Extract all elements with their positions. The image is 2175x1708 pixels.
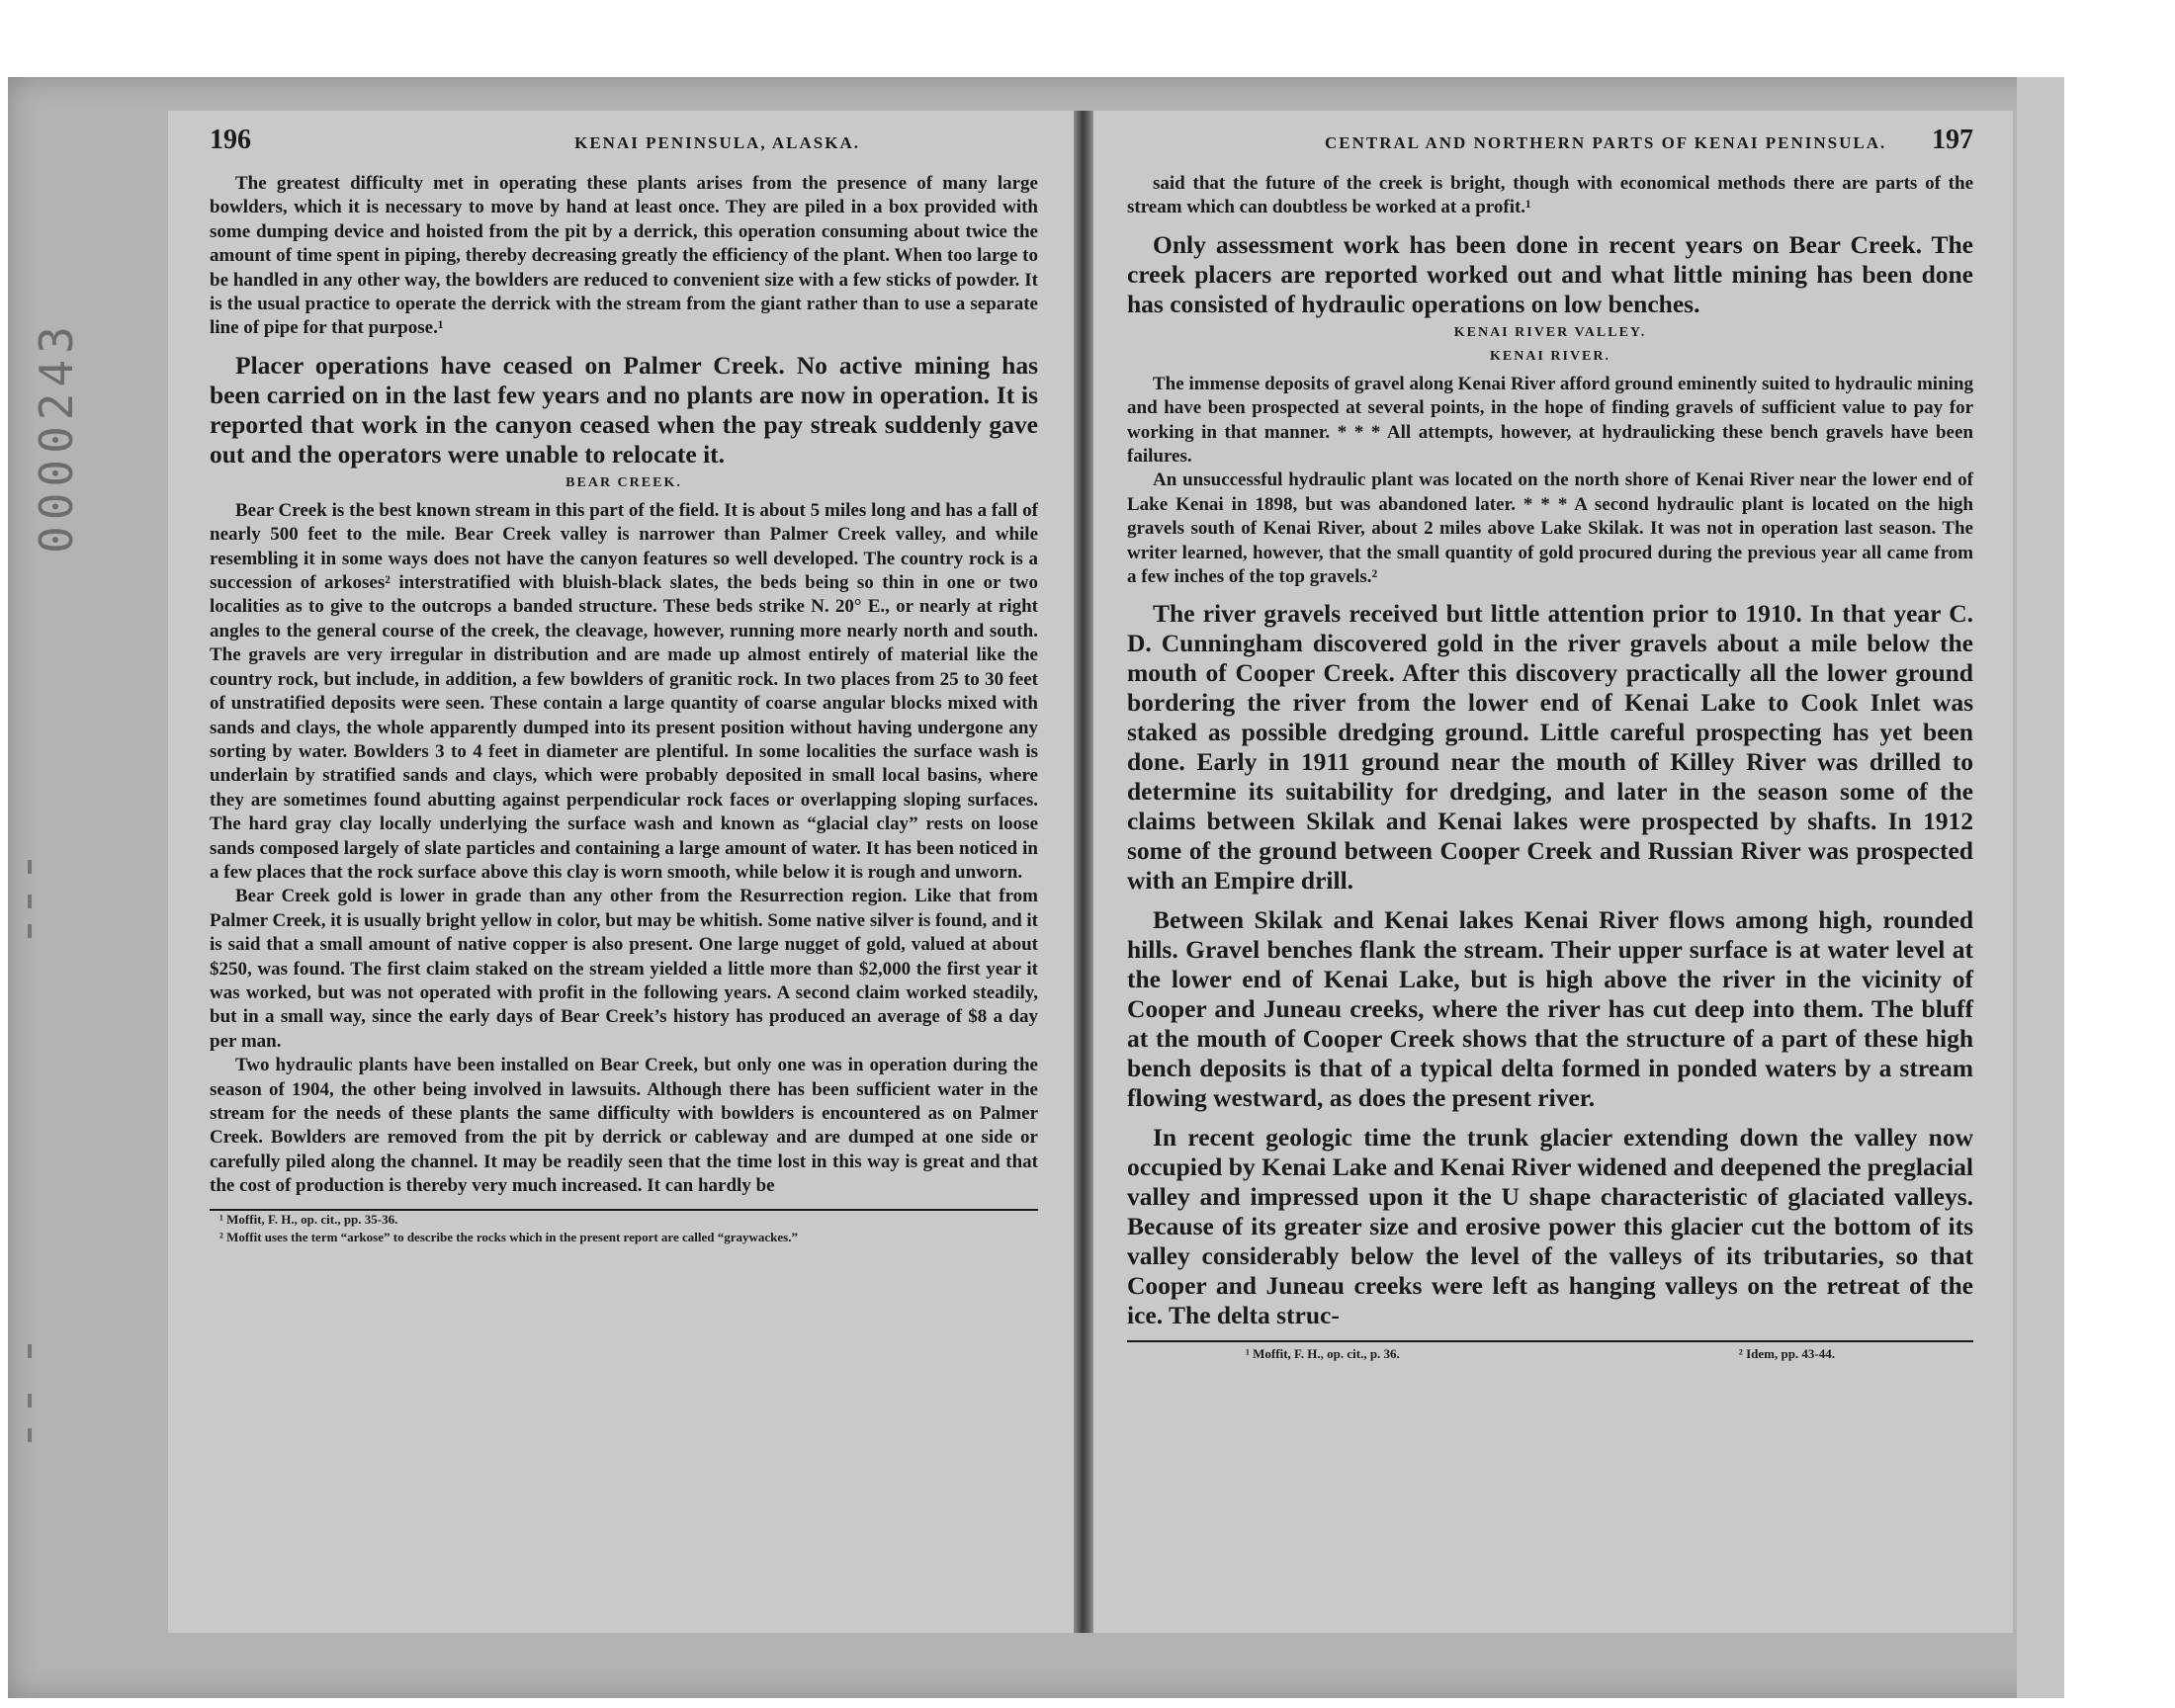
running-header bbox=[1127, 125, 1973, 156]
paragraph: The river gravels received but little attention prior to 1910. In that year C. D. Cunningham discovered gold in the river gravels about a mile below the mouth of Cooper Creek. After this discovery practically all the lower ground bordering the river from the lower end of Kenai Lake to Cook Inlet was staked as possible dredging ground. Little careful prospecting has yet been done. Early in 1911 ground near the mouth of Killey River was drilled to determine its suitability for dredging, and later in the season some of the claims between Skilak and Kenai lakes were prospected by shafts. In 1912 some of the ground between Cooper Creek and Russian River was prospected with an Empire drill. bbox=[1127, 599, 1973, 896]
section-subheading: KENAI RIVER. bbox=[1489, 348, 1610, 364]
running-header bbox=[210, 125, 1038, 156]
paragraph: said that the future of the creek is bright, though with economical methods there are parts of the stream which can doubtless be worked at a profit.¹ bbox=[1127, 173, 1973, 218]
margin-mark bbox=[28, 1428, 32, 1442]
paragraph: Between Skilak and Kenai lakes Kenai River flows among high, rounded hills. Gravel benches flank the stream. Their upper surface is at water level at the lower end of Kenai Lake, but is high above the river in the vicinity of Cooper and Juneau creeks, where the river has cut deep into them. The bluff at the mouth of Cooper Creek shows that the structure of a part of these high bench deposits is that of a typical delta formed in ponded waters by a stream flowing westward, as does the present river. bbox=[1127, 905, 1973, 1113]
quoted-paragraph: The immense deposits of gravel along Kenai River afford ground eminently suited to hydraulic mining and have been prospected at several points, in the hope of finding gravels of sufficient value to pay for working in that manner. * * * All attempts, however, at hydraulicking these bench gravels have been failures. bbox=[1127, 373, 1973, 468]
margin-mark bbox=[28, 860, 32, 874]
scan-edge bbox=[2017, 77, 2064, 1698]
archive-stamp: 0000243 bbox=[30, 320, 83, 554]
right-page bbox=[1093, 111, 2013, 1633]
footnote-row bbox=[1246, 1346, 1835, 1362]
book-gutter bbox=[1074, 111, 1095, 1633]
paragraph: Two hydraulic plants have been installed on Bear Creek, but only one was in operation during the season of 1904, the other being involved in lawsuits. Although there has been sufficient water in the stream for the needs of these plants the same difficulty with bowlders is encountered as on Palmer Creek. Bowlders are removed from the pit by derrick or cableway and are dumped at one side or carefully piled along the channel. It may be readily seen that the time lost in this way is great and that the cost of production is thereby very much increased. It can hardly be bbox=[210, 1055, 1038, 1197]
margin-mark bbox=[28, 924, 32, 938]
running-title: CENTRAL AND NORTHERN PARTS OF KENAI PENINSULA. bbox=[1325, 133, 1887, 152]
page-number: 197 bbox=[1932, 125, 1973, 155]
running-title: KENAI PENINSULA, ALASKA. bbox=[574, 133, 860, 152]
footnote-rule bbox=[1127, 1340, 1973, 1342]
margin-mark bbox=[28, 895, 32, 908]
left-page bbox=[168, 111, 1078, 1633]
footnote: ¹ Moffit, F. H., op. cit., pp. 35-36. bbox=[219, 1211, 398, 1227]
paragraph: In recent geologic time the trunk glacier extending down the valley now occupied by Kenai Lake and Kenai River widened and deepened the preglacial valley and impressed upon it the U shape characteristic of glaciated valleys. Because of its greater size and erosive power this glacier cut the bottom of its valley considerably below the level of the valleys of its tributaries, so that Cooper and Juneau creeks were left as hanging valleys on the retreat of the ice. The delta struc- bbox=[1127, 1123, 1973, 1330]
footnote: ¹ Moffit, F. H., op. cit., p. 36. bbox=[1246, 1346, 1400, 1362]
paragraph: Bear Creek is the best known stream in this part of the field. It is about 5 miles long and has a fall of nearly 500 feet to the mile. Bear Creek valley is narrower than Palmer Creek valley, and while resembling it in some ways does not have the canyon features so well developed. The country rock is a succession of arkoses² interstratified with bluish-black slates, the beds being so thin in one or two localities as to give to the outcrops a banded structure. These beds strike N. 20° E., or nearly at right angles to the general course of the creek, the cleavage, however, running more nearly north and south. The gravels are very irregular in distribution and are made up almost entirely of material like the country rock, but include, in addition, a few bowlders of granitic rock. In two places from 25 to 30 feet of unstratified deposits were seen. These contain a large quantity of coarse angular blocks mixed with sands and clays, the whole apparently dumped into its present position without having undergone any sorting by water. Bowlders 3 to 4 feet in diameter are plentiful. In some localities the surface wash is underlain by stratified sands and clays, which were probably deposited in small local basins, where they are sometimes found abutting against perpendicular rock faces or overlapping sloping surfaces. The hard gray clay locally underlying the surface wash and known as “glacial clay” rests on loose sands composed largely of slate particles and containing a large amount of water. It has been noticed in a few places that the rock surface above this clay is worn smooth, while below it is rough and unworn. bbox=[210, 499, 1038, 883]
section-heading: BEAR CREEK. bbox=[566, 474, 682, 490]
footnote: ² Moffit uses the term “arkose” to describe the rocks which in the present report are called “graywackes.” bbox=[219, 1229, 798, 1244]
paragraph: The greatest difficulty met in operating these plants arises from the presence of many large bowlders, which it is necessary to move by hand at least once. They are piled in a box provided with some dumping device and hoisted from the pit by a derrick, this operation consuming about twice the amount of time spent in piping, thereby decreasing greatly the efficiency of the plant. When too large to be handled in any other way, the bowlders are reduced to convenient size with a few sticks of powder. It is the usual practice to operate the derrick with the stream from the giant rather than to use a separate line of pipe for that purpose.¹ bbox=[210, 173, 1038, 339]
margin-mark bbox=[28, 1394, 32, 1408]
section-heading: KENAI RIVER VALLEY. bbox=[1453, 324, 1647, 340]
paragraph: Bear Creek gold is lower in grade than any other from the Resurrection region. Like that from Palmer Creek, it is usually bright yellow in color, but may be whitish. Some native silver is found, and it is said that a small amount of native copper is also present. One large nugget of gold, valued at about $250, was found. The first claim staked on the stream yielded a little more than $2,000 the first year it was worked, but was not operated with profit in the following years. A second claim worked steadily, but in a small way, since the early days of Bear Creek’s history has produced an average of $8 a day per man. bbox=[210, 886, 1038, 1052]
margin-mark bbox=[28, 1344, 32, 1358]
paragraph: Only assessment work has been done in recent years on Bear Creek. The creek placers are reported worked out and what little mining has been done has consisted of hydraulic operations on low benches. bbox=[1127, 229, 1973, 318]
paragraph: Placer operations have ceased on Palmer Creek. No active mining has been carried on in the last few years and no plants are now in operation. It is reported that work in the canyon ceased when the pay streak suddenly gave out and the operators were unable to relocate it. bbox=[210, 350, 1038, 469]
quoted-paragraph: An unsuccessful hydraulic plant was located on the north shore of Kenai River near the lower end of Lake Kenai in 1898, but was abandoned later. * * * A second hydraulic plant is located on the high gravels south of Kenai River, about 2 miles above Lake Skilak. It was not in operation last season. The writer learned, however, that the small quantity of gold procured during the previous year all came from a few inches of the top gravels.² bbox=[1127, 470, 1973, 588]
footnote: ² Idem, pp. 43-44. bbox=[1738, 1346, 1835, 1362]
page-number: 196 bbox=[210, 125, 251, 155]
